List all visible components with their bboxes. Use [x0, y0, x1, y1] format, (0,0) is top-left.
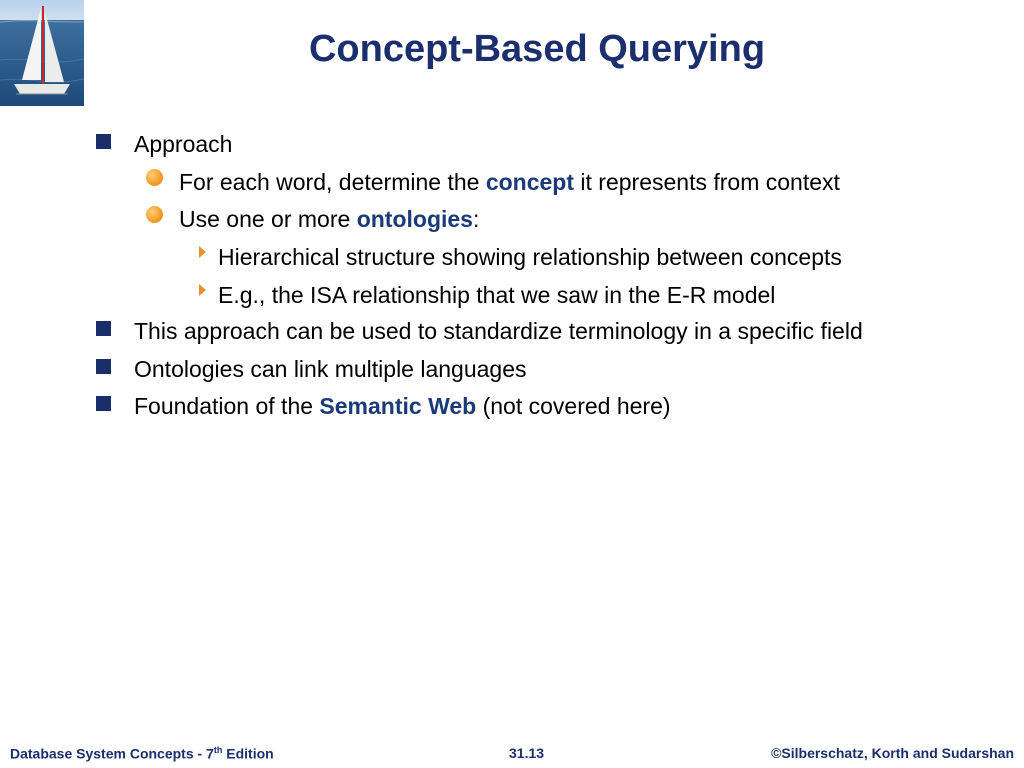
- footer-book-title-sup: th: [213, 745, 223, 755]
- square-bullet-icon: [96, 134, 111, 149]
- square-bullet-icon: [96, 321, 111, 336]
- bullet-languages: Ontologies can link multiple languages: [134, 356, 527, 382]
- bullet-ontologies-pre: Use one or more: [179, 206, 357, 232]
- bullet-semantic-web-pre: Foundation of the: [134, 393, 320, 419]
- arrow-bullet-icon: [199, 284, 206, 296]
- bullet-ontologies: [179, 205, 479, 233]
- footer-copyright: ©Silberschatz, Korth and Sudarshan: [771, 745, 1014, 761]
- bullet-concept-em: concept: [485, 169, 575, 195]
- bullet-concept: [179, 168, 840, 196]
- footer-page-number: 31.13: [509, 745, 545, 761]
- footer-book-title-main: Database System Concepts - 7: [10, 745, 214, 762]
- bullet-hierarchical: Hierarchical structure showing relationship between concepts: [218, 244, 842, 270]
- bullet-approach: Approach: [134, 131, 233, 157]
- bullet-ontologies-em: ontologies: [356, 206, 473, 232]
- orange-dot-bullet-icon: [146, 169, 163, 186]
- bullet-standardize: This approach can be used to standardize terminology in a specific field: [134, 318, 863, 344]
- orange-dot-bullet-icon: [146, 206, 163, 223]
- bullet-concept-pre: For each word, determine the: [179, 169, 486, 195]
- arrow-bullet-icon: [199, 246, 206, 258]
- bullet-ontologies-post: :: [472, 206, 480, 232]
- square-bullet-icon: [96, 396, 111, 411]
- slide-title: Concept-Based Querying: [308, 28, 766, 70]
- bullet-semantic-web-em: Semantic Web: [319, 393, 477, 419]
- footer-book-title: [10, 745, 274, 762]
- bullet-isa: E.g., the ISA relationship that we saw in the E-R model: [218, 282, 776, 308]
- bullet-semantic-web: [134, 392, 671, 420]
- square-bullet-icon: [96, 359, 111, 374]
- footer-book-title-tail: Edition: [222, 745, 274, 762]
- bullet-concept-post: it represents from context: [574, 169, 840, 195]
- bullet-semantic-web-post: (not covered here): [476, 393, 671, 419]
